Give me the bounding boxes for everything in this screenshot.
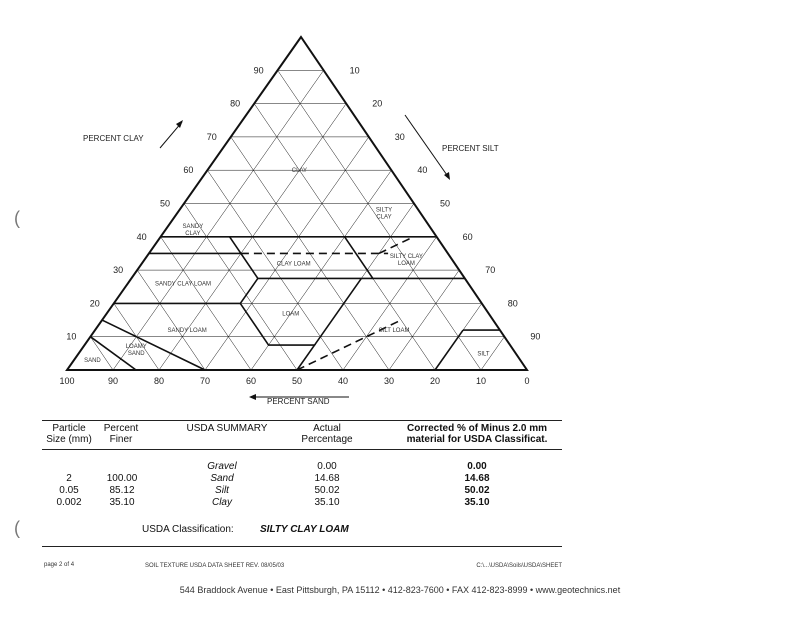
- silt-tick-label: 80: [507, 298, 518, 309]
- clay-tick-label: 10: [66, 331, 77, 342]
- classification-value: SILTY CLAY LOAM: [260, 524, 349, 535]
- classification-label: USDA Classification:: [142, 524, 234, 535]
- highlight-dashed-line: [379, 237, 414, 254]
- row-corrected: 14.68: [464, 473, 490, 484]
- header-actual: Actual Percentage: [301, 423, 353, 445]
- row-actual: 14.68: [314, 473, 340, 484]
- region-label: CLAY: [291, 168, 308, 175]
- region-label: SILTY CLAY: [375, 207, 393, 221]
- sand-axis-ticks: [59, 376, 529, 386]
- region-label: SANDY CLAY LOAM: [155, 281, 212, 288]
- region-label: SILTY CLAY LOAM: [389, 254, 423, 268]
- sand-tick-label: 40: [337, 376, 349, 386]
- region-label: SILT LOAM: [378, 328, 410, 335]
- row-size: 0.05: [59, 485, 79, 496]
- clay-axis-title: PERCENT CLAY: [83, 134, 144, 143]
- row-name: Gravel: [207, 461, 237, 472]
- header-rule: [42, 449, 562, 450]
- sand-axis-title: PERCENT SAND: [267, 397, 330, 406]
- region-label: SAND: [84, 358, 101, 365]
- region-label: SANDY LOAM: [167, 328, 207, 335]
- row-actual: 35.10: [314, 497, 340, 508]
- row-finer: 85.12: [109, 485, 135, 496]
- class-boundary-line: [435, 330, 463, 370]
- table-bottom-rule: [42, 546, 562, 547]
- clay-tick-label: 50: [159, 198, 170, 209]
- triangle-gridlines: [90, 70, 504, 370]
- region-label: SANDY CLAY: [182, 224, 204, 238]
- clay-tick-label: 90: [253, 65, 264, 76]
- sand-tick-label: 90: [107, 376, 119, 386]
- usda-summary-table: [42, 420, 562, 548]
- clay-tick-label: 60: [183, 165, 194, 176]
- scan-hole-mark: (: [14, 518, 20, 538]
- clay-tick-label: 80: [230, 98, 241, 109]
- silt-tick-label: 40: [417, 165, 428, 176]
- header-corrected: Corrected % of Minus 2.0 mm material for USDA Classificat.: [406, 423, 548, 445]
- table-top-rule: [42, 420, 562, 421]
- silt-gridline: [113, 70, 324, 370]
- clay-arrow-head: [176, 120, 183, 128]
- row-size: 0.002: [56, 497, 82, 508]
- class-boundary-line: [315, 278, 362, 345]
- company-address: 544 Braddock Avenue • East Pittsburgh, PA 15112 • 412-823-7600 • FAX 412-823-8999 • www.geotechnics.net: [179, 585, 621, 595]
- row-corrected: 0.00: [467, 461, 487, 472]
- silt-gridline: [389, 270, 459, 370]
- region-label: LOAM: [282, 311, 300, 318]
- sand-tick-label: 10: [475, 376, 487, 386]
- header-usda-summary: USDA SUMMARY: [186, 423, 268, 434]
- header-percent-finer: Percent Finer: [103, 423, 139, 445]
- region-label: CLAY LOAM: [276, 261, 311, 268]
- sand-tick-label: 60: [245, 376, 257, 386]
- class-boundary-line: [114, 253, 258, 303]
- clay-tick-label: 20: [89, 298, 100, 309]
- silt-tick-label: 60: [462, 231, 473, 242]
- silt-tick-label: 10: [349, 65, 360, 76]
- silt-axis-title: PERCENT SILT: [442, 144, 499, 153]
- row-actual: 50.02: [314, 485, 340, 496]
- sand-gridline: [90, 337, 113, 370]
- row-name: Sand: [210, 473, 234, 484]
- region-label: SILT: [477, 351, 490, 358]
- silt-tick-label: 90: [530, 331, 541, 342]
- sand-tick-label: 80: [153, 376, 165, 386]
- clay-tick-label: 30: [113, 265, 124, 276]
- sand-tick-label: 20: [429, 376, 441, 386]
- row-size: 2: [66, 473, 72, 484]
- row-finer: 100.00: [106, 473, 138, 484]
- row-name: Clay: [211, 497, 232, 508]
- sand-arrow-head: [249, 394, 256, 400]
- row-actual: 0.00: [317, 461, 337, 472]
- region-label: LOAMY SAND: [125, 344, 147, 358]
- sand-tick-label: 70: [199, 376, 211, 386]
- scan-hole-mark: (: [14, 208, 20, 228]
- silt-tick-label: 30: [394, 131, 405, 142]
- row-corrected: 50.02: [464, 485, 490, 496]
- file-path: C:\...\USDA\Soils\USDA\SHEET: [476, 563, 562, 569]
- silt-tick-label: 50: [440, 198, 451, 209]
- class-boundary-line: [149, 237, 241, 254]
- row-finer: 35.10: [109, 497, 135, 508]
- row-corrected: 35.10: [464, 497, 490, 508]
- sand-tick-label: 0: [524, 376, 530, 386]
- clay-tick-label: 70: [206, 131, 217, 142]
- silt-tick-label: 70: [485, 265, 496, 276]
- clay-tick-label: 40: [136, 231, 147, 242]
- form-id: SOIL TEXTURE USDA DATA SHEET REV. 08/05/03: [145, 563, 285, 569]
- region-labels: [84, 168, 490, 364]
- row-name: Silt: [215, 485, 229, 496]
- silt-tick-label: 20: [372, 98, 383, 109]
- sand-tick-label: 50: [291, 376, 303, 386]
- sand-tick-label: 30: [383, 376, 395, 386]
- silt-arrow-head: [444, 172, 450, 180]
- header-particle-size: Particle Size (mm): [46, 423, 92, 445]
- sand-tick-label: 100: [59, 376, 75, 386]
- page-number: page 2 of 4: [44, 562, 75, 568]
